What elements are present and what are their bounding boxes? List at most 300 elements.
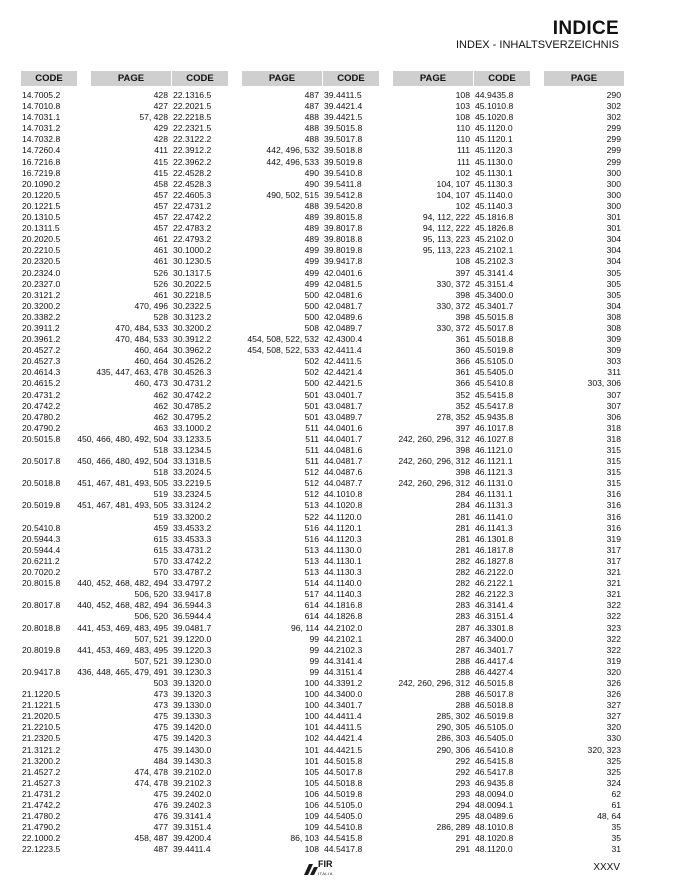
page-cell: 284 — [455, 500, 470, 511]
index-row — [21, 367, 171, 378]
code-cell: 20.2020.5 — [22, 234, 61, 245]
index-row — [474, 190, 624, 201]
index-row — [323, 478, 473, 489]
code-cell: 14.7260.4 — [22, 145, 61, 156]
column-header — [474, 71, 624, 86]
index-row — [474, 645, 624, 656]
index-row — [474, 390, 624, 401]
index-row — [172, 656, 322, 667]
code-cell: 45.3401.7 — [475, 300, 514, 311]
code-cell: 39.2402.3 — [173, 800, 212, 810]
index-row — [474, 767, 624, 778]
index-row — [21, 833, 171, 844]
code-cell: 21.4790.2 — [22, 822, 61, 833]
code-cell — [21, 678, 78, 689]
code-cell: 45.2102.0 — [475, 234, 514, 245]
page-cell: 499 — [304, 278, 319, 289]
code-cell: 20.4527.2 — [22, 345, 61, 356]
index-row — [172, 101, 322, 112]
page-cell: 317 — [606, 544, 621, 555]
page-cell: 457 — [153, 212, 168, 223]
code-cell: 42.4411.4 — [324, 345, 362, 356]
page-cell: 302 — [606, 101, 621, 112]
page-cell: 462 — [153, 400, 168, 411]
page-cell: 488 — [304, 134, 319, 145]
code-cell: 20.5944.3 — [22, 533, 61, 544]
page-cell: 516 — [304, 533, 319, 544]
code-cell: 42.0481.7 — [324, 300, 363, 311]
logo-text: FIR — [318, 859, 333, 869]
page-cell: 299 — [606, 123, 621, 134]
page-cell: 501 — [304, 400, 319, 411]
index-row — [474, 700, 624, 711]
index-row — [323, 301, 473, 312]
code-cell: 44.2102.0 — [324, 622, 363, 633]
code-cell: 22.3122.2 — [173, 134, 212, 145]
index-row — [21, 645, 171, 656]
page-cell: 320, 323 — [587, 744, 621, 755]
index-row — [172, 312, 322, 323]
index-row — [21, 700, 171, 711]
code-cell: 46.4417.4 — [475, 655, 514, 666]
index-row — [323, 700, 473, 711]
code-cell: 30.1230.5 — [173, 256, 212, 267]
page-cell: 282 — [455, 567, 470, 578]
index-row — [21, 356, 171, 367]
code-cell: 33.1000.2 — [173, 422, 212, 433]
code-cell — [21, 589, 78, 600]
index-row — [323, 279, 473, 290]
page-cell: 499 — [304, 267, 319, 278]
code-cell: 44.1130.1 — [324, 555, 362, 566]
page-cell: 488 — [304, 123, 319, 134]
page-cell: 287 — [455, 644, 470, 655]
code-cell: 39.5019.8 — [324, 156, 363, 167]
page-cell: 323 — [606, 622, 621, 633]
fir-logo — [304, 860, 333, 878]
page-cell: 441, 453, 469, 483, 495 — [77, 622, 168, 633]
code-cell: 39.1430.3 — [173, 755, 212, 766]
page-cell: 476 — [153, 800, 168, 810]
index-row — [323, 600, 473, 611]
code-cell: 46.1301.8 — [475, 533, 514, 544]
column-header — [172, 71, 322, 86]
code-cell: 39.4200.4 — [173, 833, 212, 844]
page-cell: 570 — [153, 567, 168, 578]
code-cell: 43.0481.7 — [324, 400, 363, 411]
code-cell: 30.4526.3 — [173, 367, 212, 378]
code-header: CODE — [474, 71, 530, 86]
page-cell: 398 — [455, 311, 470, 322]
page-cell: 311 — [607, 367, 621, 378]
fir-logo-icon — [304, 864, 318, 875]
page-cell: 303, 306 — [587, 378, 621, 389]
index-row — [172, 367, 322, 378]
page-cell: 48, 64 — [597, 811, 621, 822]
page-cell: 287 — [455, 633, 470, 644]
index-row — [474, 134, 624, 145]
index-row — [323, 678, 473, 689]
page-cell: 108 — [455, 256, 470, 267]
page-cell: 286, 303 — [436, 733, 470, 744]
page-cell: 615 — [153, 533, 168, 544]
index-title: INDICE — [552, 18, 619, 39]
index-row — [474, 234, 624, 245]
code-cell: 20.5017.8 — [22, 456, 61, 467]
page-cell: 475 — [153, 788, 168, 799]
code-cell: 30.4742.2 — [173, 389, 212, 400]
page-cell: 101 — [304, 744, 319, 755]
index-row — [323, 390, 473, 401]
code-cell: 46.3401.7 — [475, 644, 514, 655]
page-cell: 451, 467, 481, 493, 505 — [77, 500, 168, 511]
page-cell: 461 — [153, 234, 168, 245]
index-row — [474, 512, 624, 523]
page-cell: 86, 103 — [290, 833, 319, 844]
page-cell: 519 — [153, 511, 168, 522]
index-row — [474, 789, 624, 800]
index-row — [21, 634, 171, 645]
code-cell: 46.5105.0 — [475, 722, 514, 733]
code-cell: 44.5019.8 — [324, 788, 363, 799]
page-cell: 459 — [153, 522, 168, 533]
page-cell: 309 — [606, 345, 621, 356]
index-row — [323, 290, 473, 301]
code-cell: 20.8015.8 — [22, 578, 61, 589]
page-cell: 499 — [304, 256, 319, 267]
code-cell: 21.4731.2 — [22, 788, 61, 799]
page-cell: 307 — [606, 389, 621, 400]
page-cell: 288 — [455, 666, 470, 677]
index-row — [21, 256, 171, 267]
index-row — [21, 423, 171, 434]
page-cell: 457 — [153, 223, 168, 234]
code-cell: 39.5412.8 — [324, 189, 363, 200]
index-row — [323, 434, 473, 445]
index-row — [474, 489, 624, 500]
index-row — [474, 722, 624, 733]
page-cell: 513 — [304, 500, 319, 511]
code-cell: 33.4787.2 — [173, 567, 212, 578]
code-cell: 20.1090.2 — [22, 178, 61, 189]
page-cell: 287 — [455, 622, 470, 633]
code-cell: 39.3151.4 — [173, 822, 212, 833]
page-cell: 457 — [153, 189, 168, 200]
page-cell: 461 — [153, 256, 168, 267]
code-cell: 20.5018.8 — [22, 478, 61, 489]
index-row — [172, 811, 322, 822]
code-cell: 46.5019.8 — [475, 711, 514, 722]
index-row — [21, 90, 171, 101]
page-cell: 366 — [455, 378, 470, 389]
code-cell: 30.3123.2 — [173, 311, 212, 322]
code-cell: 45.3151.4 — [475, 278, 514, 289]
code-cell: 46.1141.0 — [475, 511, 513, 522]
code-cell: 33.4731.2 — [173, 544, 212, 555]
code-cell: 45.5417.8 — [475, 400, 514, 411]
page-cell: 490 — [304, 178, 319, 189]
code-cell: 46.5417.8 — [475, 766, 514, 777]
index-row — [474, 179, 624, 190]
index-row — [21, 844, 171, 855]
page-cell: 428 — [153, 90, 168, 100]
index-row — [474, 201, 624, 212]
code-cell: 48.1010.8 — [475, 822, 514, 833]
code-cell: 33.2024.5 — [173, 467, 212, 478]
index-row — [21, 611, 171, 622]
code-cell: 46.1121.0 — [475, 445, 513, 455]
page-cell: 99 — [309, 633, 319, 644]
page-cell: 450, 466, 480, 492, 504 — [77, 456, 168, 467]
index-row — [323, 534, 473, 545]
index-row — [172, 556, 322, 567]
code-cell: 36.5944.3 — [173, 600, 212, 611]
code-cell: 46.3301.8 — [475, 622, 514, 633]
page-cell: 309 — [606, 334, 621, 345]
code-cell: 46.5017.8 — [475, 689, 514, 700]
code-cell: 44.3151.4 — [324, 666, 363, 677]
code-cell: 20.2327.0 — [22, 278, 61, 289]
page-cell: 398 — [455, 445, 470, 455]
index-row — [323, 745, 473, 756]
code-cell: 48.1020.8 — [475, 833, 514, 844]
code-cell: 22.3962.2 — [173, 156, 212, 167]
index-row — [474, 345, 624, 356]
code-cell: 33.1318.5 — [173, 456, 212, 467]
page-cell: 526 — [153, 267, 168, 278]
code-cell: 44.0401.6 — [324, 422, 363, 433]
code-cell: 44.5017.8 — [324, 766, 363, 777]
code-cell: 20.3961.2 — [22, 334, 61, 345]
code-cell: 21.2320.5 — [22, 733, 61, 744]
index-row — [21, 112, 171, 123]
code-cell: 44.4421.4 — [324, 733, 363, 744]
index-row — [474, 279, 624, 290]
index-row — [21, 467, 171, 478]
code-cell: 44.5105.0 — [324, 800, 363, 810]
code-cell: 30.4795.2 — [173, 411, 212, 422]
index-row — [172, 134, 322, 145]
code-cell: 20.2324.0 — [22, 267, 61, 278]
page-cell: 458 — [153, 178, 168, 189]
page-cell: 526 — [153, 278, 168, 289]
code-cell: 39.1330.3 — [173, 711, 212, 722]
index-row — [474, 634, 624, 645]
index-row — [21, 745, 171, 756]
page-cell: 288 — [455, 689, 470, 700]
page-cell: 99 — [309, 644, 319, 655]
code-cell: 45.3400.0 — [475, 289, 514, 300]
index-row — [21, 123, 171, 134]
page-cell: 242, 260, 296, 312 — [398, 478, 470, 489]
code-cell: 39.8019.8 — [324, 245, 363, 256]
index-row — [474, 256, 624, 267]
code-cell: 45.1140.3 — [475, 200, 513, 211]
code-cell: 21.4780.2 — [22, 811, 61, 822]
page-cell: 291 — [455, 844, 470, 855]
code-cell: 42.4421.5 — [324, 378, 363, 389]
index-row — [21, 456, 171, 467]
index-row — [172, 833, 322, 844]
page-cell: 511 — [305, 445, 319, 455]
code-cell: 39.1420.0 — [173, 722, 212, 733]
index-row — [474, 611, 624, 622]
code-cell: 20.7020.2 — [22, 567, 61, 578]
page-cell: 489 — [304, 212, 319, 223]
index-row — [323, 456, 473, 467]
code-cell: 44.4421.5 — [324, 744, 363, 755]
page-cell: 242, 260, 296, 312 — [398, 456, 470, 467]
code-cell: 46.3141.4 — [475, 600, 514, 611]
page-cell: 282 — [455, 578, 470, 589]
index-row — [21, 778, 171, 789]
page-cell: 513 — [304, 567, 319, 578]
page-cell: 415 — [153, 156, 168, 167]
page-cell: 508 — [304, 322, 319, 333]
code-cell: 44.1140.3 — [324, 589, 362, 600]
index-row — [172, 290, 322, 301]
page-cell: 502 — [304, 356, 319, 367]
page-cell: 522 — [304, 511, 319, 522]
index-row — [323, 145, 473, 156]
code-cell: 39.1220.3 — [173, 644, 212, 655]
page-cell: 290, 306 — [436, 744, 470, 755]
code-cell: 44.1120.3 — [324, 533, 362, 544]
code-cell: 20.4527.3 — [22, 356, 61, 367]
page-cell: 500 — [304, 378, 319, 389]
column-header — [323, 71, 473, 86]
index-row — [323, 112, 473, 123]
index-row — [172, 745, 322, 756]
page-cell: 322 — [606, 644, 621, 655]
page-cell: 290 — [606, 90, 621, 100]
page-cell: 111 — [456, 156, 470, 167]
index-row — [323, 423, 473, 434]
page-cell: 487 — [304, 90, 319, 100]
page-cell: 352 — [455, 389, 470, 400]
code-cell: 39.2102.3 — [173, 777, 212, 788]
code-cell: 45.1120.0 — [475, 123, 513, 134]
code-cell: 20.3382.2 — [22, 311, 61, 322]
page-cell: 316 — [606, 522, 621, 533]
page-cell: 282 — [455, 589, 470, 600]
code-header: CODE — [21, 71, 77, 86]
code-cell: 22.4528.3 — [173, 178, 212, 189]
index-row — [21, 733, 171, 744]
index-row — [172, 268, 322, 279]
page-header: PAGE — [544, 71, 624, 86]
page-cell: 326 — [606, 677, 621, 688]
page-cell: 105 — [304, 766, 319, 777]
index-row — [172, 689, 322, 700]
code-cell: 44.5410.8 — [324, 822, 363, 833]
page-cell: 300 — [606, 167, 621, 178]
index-row — [172, 700, 322, 711]
code-cell: 20.4614.3 — [22, 367, 61, 378]
code-cell: 45.2102.3 — [475, 256, 514, 267]
code-cell — [21, 611, 78, 622]
index-row — [474, 223, 624, 234]
code-cell: 30.3200.2 — [173, 322, 212, 333]
index-row — [323, 378, 473, 389]
index-row — [172, 467, 322, 478]
index-row — [323, 623, 473, 634]
index-row — [474, 290, 624, 301]
code-cell: 45.5410.8 — [475, 378, 514, 389]
logo-subtext: ITALIA — [318, 871, 333, 876]
code-cell: 46.5018.8 — [475, 700, 514, 711]
code-cell: 39.4411.5 — [324, 90, 362, 100]
index-row — [474, 378, 624, 389]
page-cell: 451, 467, 481, 493, 505 — [77, 478, 168, 489]
index-row — [21, 623, 171, 634]
index-row — [21, 811, 171, 822]
page-cell: 454, 508, 522, 532 — [247, 334, 319, 345]
page-cell: 315 — [606, 478, 621, 489]
page-cell: 366 — [455, 356, 470, 367]
index-row — [172, 223, 322, 234]
index-row — [474, 101, 624, 112]
index-row — [21, 545, 171, 556]
page-cell: 327 — [606, 711, 621, 722]
code-cell: 46.1131.3 — [475, 500, 513, 511]
index-row — [172, 190, 322, 201]
code-cell: 44.3391.2 — [324, 677, 363, 688]
page-cell: 303 — [606, 356, 621, 367]
code-cell: 39.1220.0 — [173, 633, 212, 644]
index-row — [172, 578, 322, 589]
index-column — [21, 71, 171, 855]
code-cell: 20.8018.8 — [22, 622, 61, 633]
code-cell: 30.3912.2 — [173, 334, 212, 345]
index-row — [172, 789, 322, 800]
code-cell: 44.1120.0 — [324, 511, 362, 522]
code-cell: 46.5410.8 — [475, 744, 514, 755]
index-row — [323, 567, 473, 578]
page-cell: 500 — [304, 311, 319, 322]
code-cell: 21.4742.2 — [22, 800, 61, 810]
index-row — [21, 412, 171, 423]
code-cell: 44.0487.6 — [324, 467, 363, 478]
code-cell: 20.5015.8 — [22, 433, 61, 444]
page-cell: 428 — [153, 134, 168, 145]
page-cell: 321 — [606, 567, 621, 578]
page-cell: 110 — [456, 134, 470, 145]
index-row — [172, 279, 322, 290]
code-cell — [21, 634, 78, 645]
page-cell: 488 — [304, 112, 319, 123]
index-row — [474, 356, 624, 367]
index-row — [172, 600, 322, 611]
index-row — [323, 545, 473, 556]
page-cell: 302 — [606, 112, 621, 123]
code-cell: 44.5405.0 — [324, 811, 363, 822]
page-cell: 300 — [606, 200, 621, 211]
code-cell: 46.1827.8 — [475, 555, 514, 566]
code-cell: 20.3200.2 — [22, 300, 61, 311]
index-row — [323, 711, 473, 722]
index-row — [474, 423, 624, 434]
code-cell: 20.9417.8 — [22, 666, 61, 677]
index-row — [172, 323, 322, 334]
page-cell: 304 — [606, 234, 621, 245]
index-row — [21, 589, 171, 600]
index-row — [172, 201, 322, 212]
page-cell: 305 — [606, 278, 621, 289]
index-row — [172, 645, 322, 656]
page-cell: 308 — [606, 311, 621, 322]
index-row — [474, 733, 624, 744]
